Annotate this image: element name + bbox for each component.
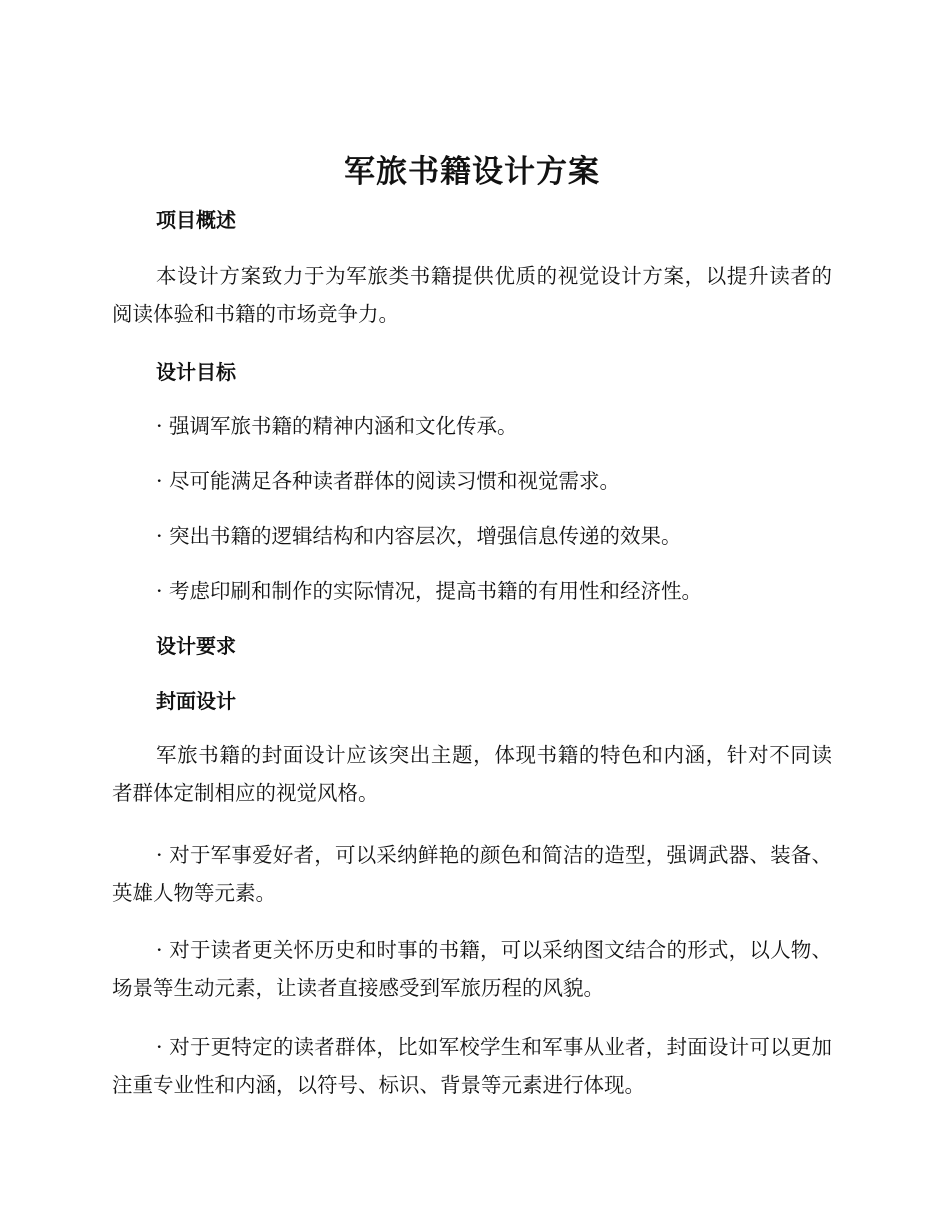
section-heading-goals: 设计目标 xyxy=(156,360,236,384)
cover-point: · 对于读者更关怀历史和时事的书籍，可以采纳图文结合的形式，以人物、场景等生动元素，让读者直接感受到军旅历程的风貌。 xyxy=(112,938,832,1000)
goal-item: · 强调军旅书籍的精神内涵和文化传承。 xyxy=(156,414,518,438)
section-heading-overview: 项目概述 xyxy=(156,208,236,232)
overview-paragraph: 本设计方案致力于为军旅类书籍提供优质的视觉设计方案，以提升读者的阅读体验和书籍的市场竞争力。 xyxy=(112,264,832,326)
goal-item: · 考虑印刷和制作的实际情况，提高书籍的有用性和经济性。 xyxy=(156,579,703,603)
goal-item: · 突出书籍的逻辑结构和内容层次，增强信息传递的效果。 xyxy=(156,524,682,548)
section-heading-requirements: 设计要求 xyxy=(156,634,236,658)
cover-point: · 对于更特定的读者群体，比如军校学生和军事从业者，封面设计可以更加注重专业性和内涵，以符号、标识、背景等元素进行体现。 xyxy=(112,1035,832,1097)
cover-point: · 对于军事爱好者，可以采纳鲜艳的颜色和简洁的造型，强调武器、装备、英雄人物等元素。 xyxy=(112,843,832,905)
goal-item: · 尽可能满足各种读者群体的阅读习惯和视觉需求。 xyxy=(156,469,621,493)
cover-paragraph: 军旅书籍的封面设计应该突出主题，体现书籍的特色和内涵，针对不同读者群体定制相应的视觉风格。 xyxy=(112,743,832,805)
section-heading-cover: 封面设计 xyxy=(156,689,236,713)
document-title: 军旅书籍设计方案 xyxy=(344,154,600,190)
